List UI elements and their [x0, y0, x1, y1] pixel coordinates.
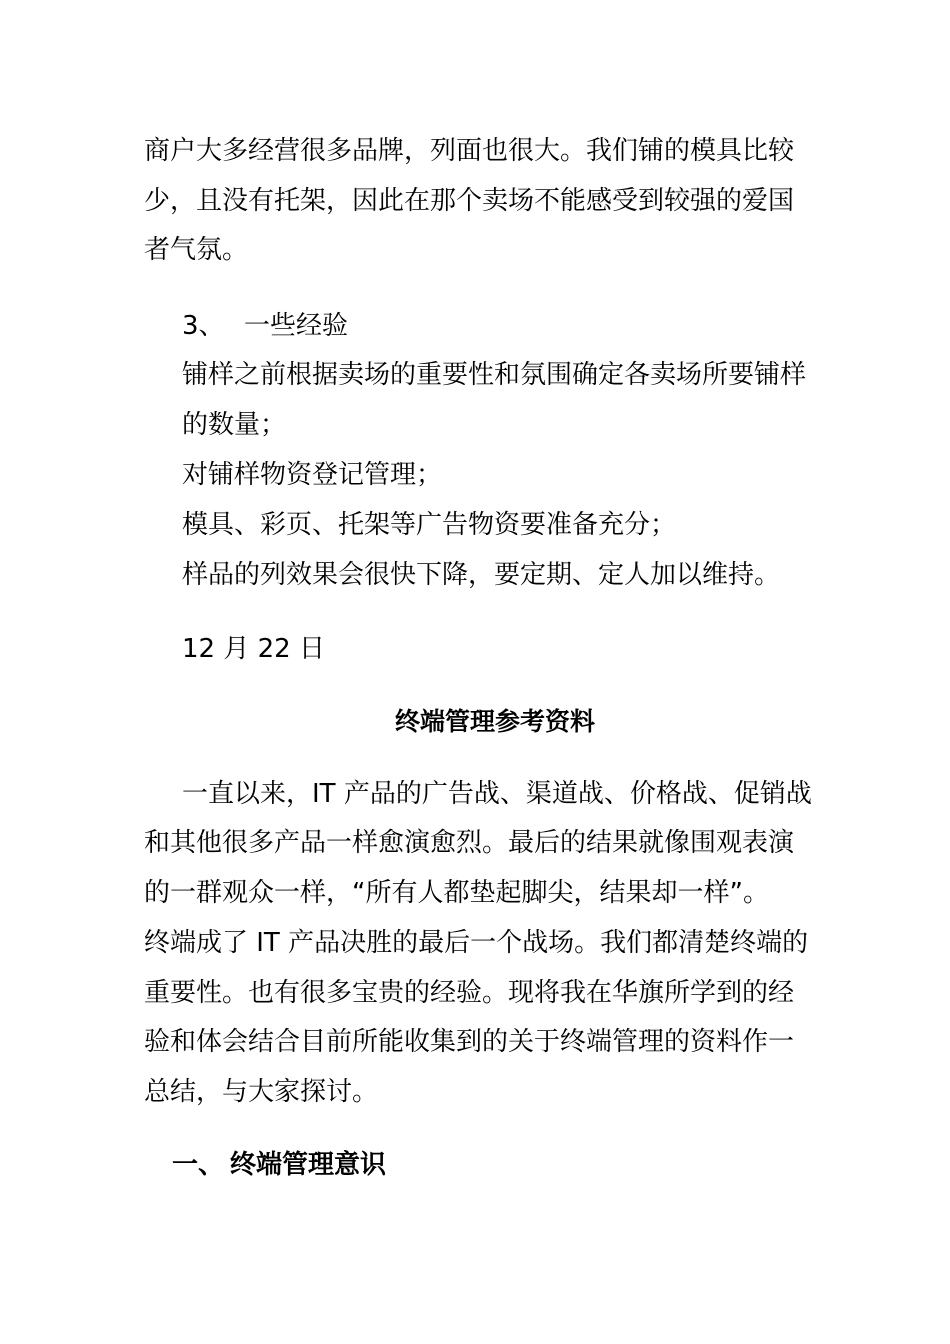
experience-item: 模具、彩页、托架等广告物资要准备充分； — [182, 510, 677, 540]
section-3-heading — [182, 309, 348, 343]
experience-item: 样品的列效果会很快下降，要定期、定人加以维持。 — [182, 560, 781, 590]
section-1-heading — [172, 1148, 386, 1182]
paragraph-line: 重要性。也有很多宝贵的经验。现将我在华旗所学到的经 — [144, 978, 795, 1008]
section-3-title: 一些经验 — [244, 311, 349, 341]
document-title: 终端管理参考资料 — [394, 707, 595, 736]
paragraph-line: 少，且没有托架，因此在那个卖场不能感受到较强的爱国 — [144, 186, 795, 216]
section-3-number: 3、 — [182, 311, 225, 341]
paragraph-line: 一直以来，IT 产品的广告战、渠道战、价格战、促销战 — [182, 779, 812, 809]
paragraph-line: 的一群观众一样，“所有人都垫起脚尖，结果却一样”。 — [144, 878, 769, 908]
date-line: 12 月 22 日 — [182, 634, 325, 664]
section-1-title: 终端管理意识 — [230, 1150, 387, 1180]
paragraph-line: 验和体会结合目前所能收集到的关于终端管理的资料作一 — [144, 1027, 795, 1057]
paragraph-line: 终端成了 IT 产品决胜的最后一个战场。我们都清楚终端的 — [144, 928, 809, 958]
experience-item: 铺样之前根据卖场的重要性和氛围确定各卖场所要铺样 — [182, 360, 807, 390]
section-1-number: 一、 — [172, 1150, 225, 1180]
paragraph-line: 和其他很多产品一样愈演愈烈。最后的结果就像围观表演 — [144, 828, 795, 858]
paragraph-line: 总结，与大家探讨。 — [144, 1077, 379, 1107]
experience-item: 的数量； — [182, 410, 287, 440]
paragraph-line: 商户大多经营很多品牌，列面也很大。我们铺的模具比较 — [144, 136, 795, 166]
experience-item: 对铺样物资登记管理； — [182, 460, 443, 490]
paragraph-line: 者气氛。 — [144, 235, 249, 265]
